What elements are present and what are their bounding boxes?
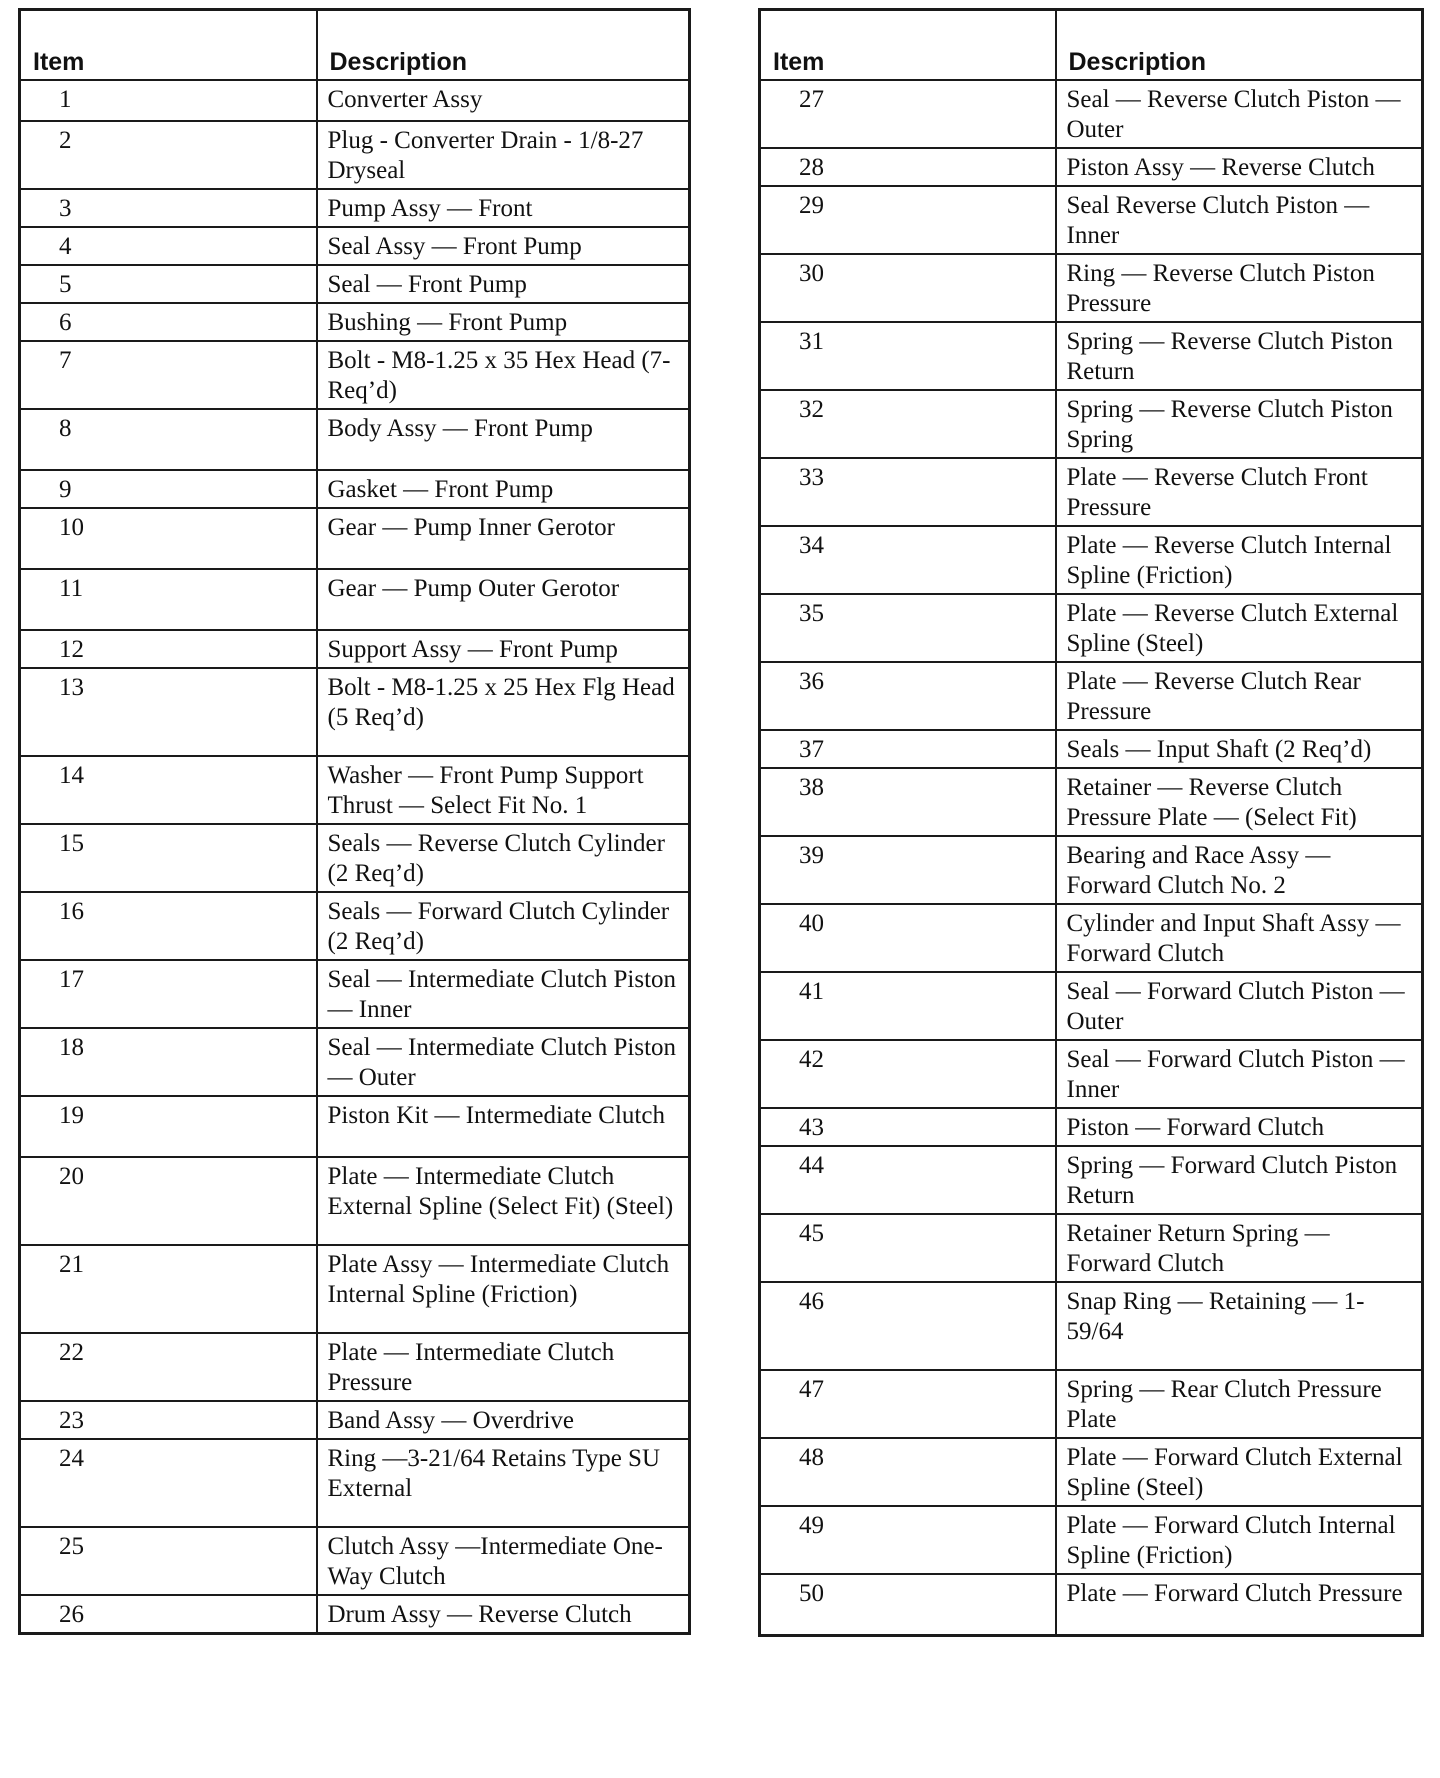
item-number: 31 — [760, 322, 1056, 390]
item-number: 21 — [20, 1245, 317, 1333]
table-row — [760, 594, 1423, 662]
parts-table-right — [758, 8, 1424, 1637]
item-number: 44 — [760, 1146, 1056, 1214]
table-row — [20, 668, 690, 756]
table-row — [760, 148, 1423, 186]
table-row — [20, 470, 690, 508]
item-description: Band Assy — Overdrive — [317, 1401, 690, 1439]
item-description: Support Assy — Front Pump — [317, 630, 690, 668]
item-number: 35 — [760, 594, 1056, 662]
item-number: 29 — [760, 186, 1056, 254]
table-row — [760, 526, 1423, 594]
item-number: 25 — [20, 1527, 317, 1595]
item-number: 30 — [760, 254, 1056, 322]
item-number: 49 — [760, 1506, 1056, 1574]
item-number: 40 — [760, 904, 1056, 972]
table-row — [20, 1439, 690, 1527]
table-row — [20, 960, 690, 1028]
item-description: Converter Assy — [317, 80, 690, 121]
table-row — [20, 1527, 690, 1595]
item-description: Cylinder and Input Shaft Assy — Forward Clutch — [1056, 904, 1423, 972]
column-header-item: Item — [20, 10, 317, 81]
item-number: 41 — [760, 972, 1056, 1040]
item-number: 38 — [760, 768, 1056, 836]
table-row — [760, 186, 1423, 254]
table-row — [20, 265, 690, 303]
item-number: 27 — [760, 80, 1056, 148]
item-description: Seal Assy — Front Pump — [317, 227, 690, 265]
item-description: Gear — Pump Inner Gerotor — [317, 508, 690, 569]
table-row — [760, 662, 1423, 730]
item-description: Piston — Forward Clutch — [1056, 1108, 1423, 1146]
item-description: Plate Assy — Intermediate Clutch Internal Spline (Friction) — [317, 1245, 690, 1333]
table-row — [20, 824, 690, 892]
item-description: Gear — Pump Outer Gerotor — [317, 569, 690, 630]
table-row — [20, 409, 690, 470]
item-description: Spring — Forward Clutch Piston Return — [1056, 1146, 1423, 1214]
item-number: 15 — [20, 824, 317, 892]
table-row — [20, 303, 690, 341]
item-number: 9 — [20, 470, 317, 508]
item-description: Seal — Intermediate Clutch Piston — Inner — [317, 960, 690, 1028]
item-number: 20 — [20, 1157, 317, 1245]
table-row — [760, 390, 1423, 458]
item-number: 1 — [20, 80, 317, 121]
item-number: 50 — [760, 1574, 1056, 1635]
item-description: Plate — Intermediate Clutch Pressure — [317, 1333, 690, 1401]
table-row — [760, 1040, 1423, 1108]
table-row — [20, 1401, 690, 1439]
item-number: 8 — [20, 409, 317, 470]
table-row — [20, 80, 690, 121]
item-number: 43 — [760, 1108, 1056, 1146]
item-number: 37 — [760, 730, 1056, 768]
item-number: 33 — [760, 458, 1056, 526]
item-description: Plug - Converter Drain - 1/8-27 Dryseal — [317, 121, 690, 189]
table-row — [760, 322, 1423, 390]
item-description: Plate — Forward Clutch Internal Spline (Friction) — [1056, 1506, 1423, 1574]
item-description: Clutch Assy —Intermediate One-Way Clutch — [317, 1527, 690, 1595]
item-number: 17 — [20, 960, 317, 1028]
item-number: 23 — [20, 1401, 317, 1439]
item-description: Retainer Return Spring — Forward Clutch — [1056, 1214, 1423, 1282]
item-number: 13 — [20, 668, 317, 756]
table-row — [760, 1282, 1423, 1370]
table-row — [20, 1245, 690, 1333]
table-row — [20, 1096, 690, 1157]
item-description: Spring — Reverse Clutch Piston Return — [1056, 322, 1423, 390]
table-row — [760, 1214, 1423, 1282]
table-row — [20, 892, 690, 960]
table-row — [20, 1157, 690, 1245]
table-row — [20, 630, 690, 668]
table-row — [20, 756, 690, 824]
item-description: Bolt - M8-1.25 x 25 Hex Flg Head (5 Req’d) — [317, 668, 690, 756]
item-description: Seals — Input Shaft (2 Req’d) — [1056, 730, 1423, 768]
item-description: Spring — Reverse Clutch Piston Spring — [1056, 390, 1423, 458]
item-description: Retainer — Reverse Clutch Pressure Plate — (Select Fit) — [1056, 768, 1423, 836]
item-number: 22 — [20, 1333, 317, 1401]
table-row — [760, 1370, 1423, 1438]
item-description: Plate — Reverse Clutch Rear Pressure — [1056, 662, 1423, 730]
item-number: 28 — [760, 148, 1056, 186]
item-number: 42 — [760, 1040, 1056, 1108]
column-header-description: Description — [1056, 10, 1423, 81]
item-number: 47 — [760, 1370, 1056, 1438]
item-number: 3 — [20, 189, 317, 227]
item-number: 39 — [760, 836, 1056, 904]
item-description: Spring — Rear Clutch Pressure Plate — [1056, 1370, 1423, 1438]
item-description: Seal — Intermediate Clutch Piston — Outer — [317, 1028, 690, 1096]
table-row — [760, 1108, 1423, 1146]
table-row — [760, 904, 1423, 972]
table-row — [20, 189, 690, 227]
item-description: Snap Ring — Retaining — 1-59/64 — [1056, 1282, 1423, 1370]
item-number: 45 — [760, 1214, 1056, 1282]
table-row — [20, 341, 690, 409]
item-number: 4 — [20, 227, 317, 265]
item-number: 10 — [20, 508, 317, 569]
table-row — [760, 254, 1423, 322]
parts-table-left — [18, 8, 691, 1635]
item-description: Ring —3-21/64 Retains Type SU External — [317, 1439, 690, 1527]
table-row — [20, 227, 690, 265]
item-description: Seal — Forward Clutch Piston — Inner — [1056, 1040, 1423, 1108]
item-number: 46 — [760, 1282, 1056, 1370]
item-description: Bearing and Race Assy — Forward Clutch No. 2 — [1056, 836, 1423, 904]
item-number: 6 — [20, 303, 317, 341]
item-number: 5 — [20, 265, 317, 303]
item-description: Body Assy — Front Pump — [317, 409, 690, 470]
item-number: 36 — [760, 662, 1056, 730]
item-description: Seal — Front Pump — [317, 265, 690, 303]
item-description: Plate — Forward Clutch External Spline (Steel) — [1056, 1438, 1423, 1506]
item-number: 24 — [20, 1439, 317, 1527]
table-row — [20, 1028, 690, 1096]
item-number: 19 — [20, 1096, 317, 1157]
item-number: 34 — [760, 526, 1056, 594]
item-number: 11 — [20, 569, 317, 630]
table-row — [760, 1146, 1423, 1214]
item-description: Piston Assy — Reverse Clutch — [1056, 148, 1423, 186]
item-description: Plate — Reverse Clutch Internal Spline (Friction) — [1056, 526, 1423, 594]
item-number: 14 — [20, 756, 317, 824]
item-description: Seals — Reverse Clutch Cylinder (2 Req’d) — [317, 824, 690, 892]
item-number: 18 — [20, 1028, 317, 1096]
item-description: Seals — Forward Clutch Cylinder (2 Req’d) — [317, 892, 690, 960]
table-row — [760, 768, 1423, 836]
table-row — [20, 121, 690, 189]
table-row — [20, 1333, 690, 1401]
item-description: Plate — Reverse Clutch Front Pressure — [1056, 458, 1423, 526]
item-description: Bolt - M8-1.25 x 35 Hex Head (7- Req’d) — [317, 341, 690, 409]
table-row — [760, 1438, 1423, 1506]
table-row — [20, 508, 690, 569]
item-description: Seal Reverse Clutch Piston — Inner — [1056, 186, 1423, 254]
column-header-item: Item — [760, 10, 1056, 81]
item-description: Plate — Forward Clutch Pressure — [1056, 1574, 1423, 1635]
table-row — [760, 1506, 1423, 1574]
table-row — [20, 569, 690, 630]
table-row — [20, 1595, 690, 1634]
table-header-row — [20, 10, 690, 81]
table-header-row — [760, 10, 1423, 81]
item-number: 12 — [20, 630, 317, 668]
table-row — [760, 458, 1423, 526]
table-row — [760, 1574, 1423, 1635]
item-number: 32 — [760, 390, 1056, 458]
item-description: Seal — Forward Clutch Piston — Outer — [1056, 972, 1423, 1040]
table-row — [760, 836, 1423, 904]
item-description: Seal — Reverse Clutch Piston — Outer — [1056, 80, 1423, 148]
item-description: Gasket — Front Pump — [317, 470, 690, 508]
item-number: 7 — [20, 341, 317, 409]
item-number: 16 — [20, 892, 317, 960]
item-description: Ring — Reverse Clutch Piston Pressure — [1056, 254, 1423, 322]
item-description: Plate — Intermediate Clutch External Spline (Select Fit) (Steel) — [317, 1157, 690, 1245]
item-description: Plate — Reverse Clutch External Spline (Steel) — [1056, 594, 1423, 662]
item-number: 26 — [20, 1595, 317, 1634]
item-number: 48 — [760, 1438, 1056, 1506]
item-description: Drum Assy — Reverse Clutch — [317, 1595, 690, 1634]
item-number: 2 — [20, 121, 317, 189]
column-header-description: Description — [317, 10, 690, 81]
item-description: Pump Assy — Front — [317, 189, 690, 227]
item-description: Washer — Front Pump Support Thrust — Select Fit No. 1 — [317, 756, 690, 824]
table-row — [760, 972, 1423, 1040]
table-row — [760, 730, 1423, 768]
table-row — [760, 80, 1423, 148]
item-description: Bushing — Front Pump — [317, 303, 690, 341]
item-description: Piston Kit — Intermediate Clutch — [317, 1096, 690, 1157]
